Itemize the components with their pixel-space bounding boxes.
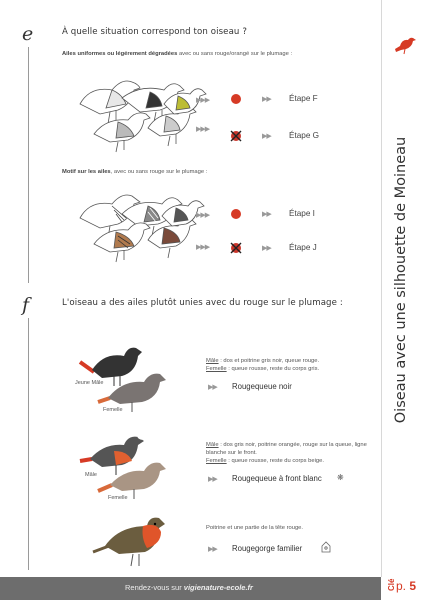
- species-rougequeue-noir[interactable]: Rougequeue noir: [232, 382, 292, 391]
- section-f-line: [28, 300, 29, 570]
- chevron-icon: ▶▶: [262, 211, 271, 218]
- cross-icon: [229, 241, 243, 255]
- option-etape-f[interactable]: Étape F: [289, 94, 318, 103]
- section-f-marker: f: [22, 294, 30, 316]
- page-number: p. 5: [396, 579, 417, 593]
- star-icon: ❋: [337, 473, 344, 482]
- label-femelle: Femelle: [103, 407, 123, 413]
- footer-link[interactable]: vigienature-ecole.fr: [183, 583, 253, 592]
- rougegorge-description: Poitrine et une partie de la tête rouge.: [206, 525, 304, 531]
- chevron-icon: ▶▶: [208, 546, 217, 553]
- rougequeue-front-blanc-illustration: [70, 425, 190, 505]
- section-e-marker: e: [22, 23, 34, 45]
- red-bird-icon: [393, 35, 417, 55]
- group1-arrows-2: ▶▶▶: [196, 126, 210, 133]
- species-rougequeue-front-blanc[interactable]: Rougequeue à front blanc: [232, 474, 322, 483]
- footer-text: Rendez-vous sur vigienature-ecole.fr: [125, 583, 253, 592]
- group2-arrows-2: ▶▶▶: [196, 244, 210, 251]
- group2-birds-illustration: [60, 182, 225, 267]
- option-etape-j[interactable]: Étape J: [289, 243, 317, 252]
- section-e-question: À quelle situation correspond ton oiseau ?: [62, 27, 247, 37]
- option-etape-i[interactable]: Étape I: [289, 209, 315, 218]
- label-male: Mâle: [85, 472, 97, 478]
- cross-icon: [229, 129, 243, 143]
- chevron-icon: ▶▶: [208, 476, 217, 483]
- footer: [0, 577, 424, 600]
- chevron-icon: ▶▶: [262, 96, 271, 103]
- side-title: Oiseau avec une silhouette de Moineau: [393, 136, 409, 424]
- red-dot-icon: [231, 94, 241, 104]
- rougequeue-noir-illustration: [70, 338, 190, 418]
- red-dot-icon: [231, 209, 241, 219]
- label-jeune-male: Jeune Mâle: [75, 380, 104, 386]
- rougequeue-noir-description: Mâle : dos et poitrine gris noir, queue rouge. Femelle : queue rousse, reste du corps gris.: [206, 358, 320, 372]
- chevron-icon: ▶▶: [262, 245, 271, 252]
- species-rougegorge-familier[interactable]: Rougegorge familier: [232, 544, 303, 553]
- section-e-line: [28, 28, 29, 283]
- option-etape-g[interactable]: Étape G: [289, 131, 320, 140]
- rougegorge-illustration: [85, 512, 205, 572]
- group2-arrows-1: ▶▶▶: [196, 212, 210, 219]
- label-femelle: Femelle: [108, 495, 128, 501]
- chevron-icon: ▶▶: [262, 133, 271, 140]
- cle-label: Clé: [387, 578, 396, 591]
- group1-arrows-1: ▶▶▶: [196, 97, 210, 104]
- chevron-icon: ▶▶: [208, 384, 217, 391]
- section-f-title: L'oiseau a des ailes plutôt unies avec du rouge sur le plumage :: [62, 298, 343, 308]
- rougequeue-front-blanc-description: Mâle : dos gris noir, poitrine orangée, rouge sur la queue, ligne blanche sur le front. Femelle : queue rousse, reste du corps beige.: [206, 442, 367, 464]
- group2-label: Motif sur les ailes, avec ou sans rouge sur le plumage :: [62, 169, 208, 175]
- group1-label: Ailes uniformes ou légérement dégradées avec ou sans rouge/orangé sur le plumage :: [62, 51, 293, 57]
- birdhouse-icon: [321, 541, 331, 553]
- group1-birds-illustration: [60, 64, 225, 159]
